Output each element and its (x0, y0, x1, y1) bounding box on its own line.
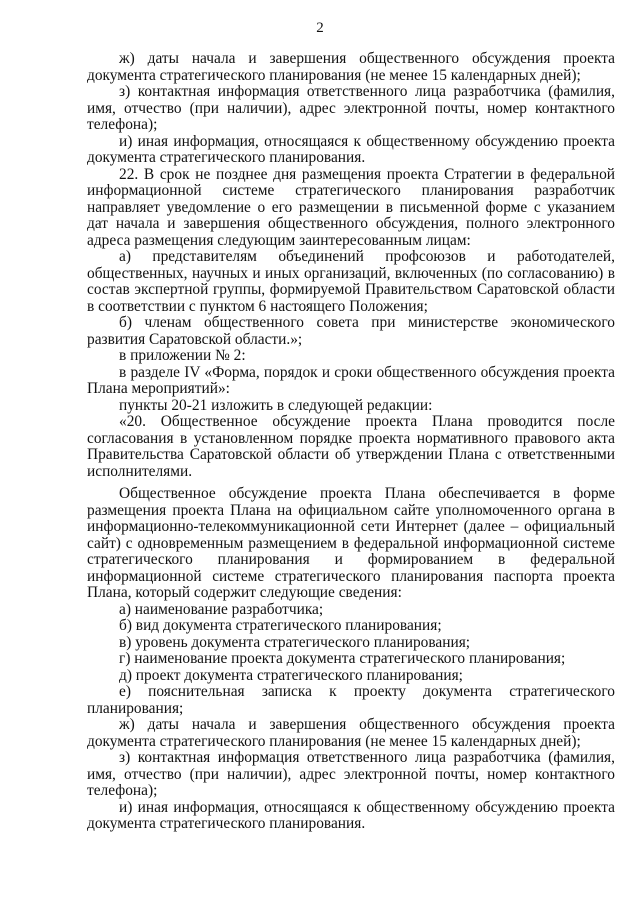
list-item-i: и) иная информация, относящаяся к общественному обсуждению проекта документа стратегического планирования. (87, 798, 615, 832)
paragraph-20-discussion: «20. Общественное обсуждение проекта Плана проводится после согласования в установленном порядке проекта нормативного правового акта Правительства Саратовской области об утверждении Плана с ответственными исполнителями. (87, 413, 615, 480)
paragraph-appendix-2: в приложении № 2: (119, 347, 246, 364)
paragraph-i-other-info: и) иная информация, относящаяся к общественному обсуждению проекта документа стратегического планирования. (87, 132, 615, 166)
paragraph-points-20-21: пункты 20-21 изложить в следующей редакции: (119, 396, 433, 414)
page-number: 2 (316, 20, 324, 36)
list-item-d: д) проект документа стратегического планирования; (119, 666, 463, 684)
paragraph-placement: Общественное обсуждение проекта Плана обеспечивается в форме размещения проекта Плана на официальном сайте уполномоченного органа в информационно-телекоммуникационной сети Интернет (далее – официальный сайт) с одновременным размещением в федеральной информационной системе стратегического планирования и формированием в федеральной информационной системе стратегического планирования паспорта проекта Плана, который содержит следующие сведения: (87, 485, 615, 601)
list-item-e: е) пояснительная записка к проекту документа стратегического планирования; (87, 683, 615, 717)
paragraph-section-iv: в разделе IV «Форма, порядок и сроки общественного обсуждения проекта Плана мероприятий»: (87, 363, 615, 397)
paragraph-zh-dates: ж) даты начала и завершения общественного обсуждения проекта документа стратегического планирования (не менее 15 календарных дней); (87, 50, 615, 84)
list-item-a: а) наименование разработчика; (119, 600, 324, 618)
list-item-g: г) наименование проекта документа стратегического планирования; (119, 650, 566, 667)
list-item-v: в) уровень документа стратегического планирования; (119, 633, 471, 651)
paragraph-b-council: б) членам общественного совета при министерстве экономического развития Саратовской области.»; (87, 314, 615, 348)
paragraph-a-representatives: а) представителям объединений профсоюзов и работодателей, общественных, научных и иных организаций, включенных (по согласованию) в состав экспертной группы, формируемой Правительством Саратовской области в соответствии с пунктом 6 настоящего Положения; (87, 248, 615, 315)
list-item-zh: ж) даты начала и завершения общественного обсуждения проекта документа стратегического планирования (не менее 15 календарных дней); (87, 716, 615, 750)
list-item-z: з) контактная информация ответственного лица разработчика (фамилия, имя, отчество (при наличии), адрес электронной почты, номер контактного телефона); (87, 749, 615, 799)
paragraph-z-contact: з) контактная информация ответственного лица разработчика (фамилия, имя, отчество (при наличии), адрес электронной почты, номер контактного телефона); (87, 83, 615, 133)
paragraph-22-notification: 22. В срок не позднее дня размещения проекта Стратегии в федеральной информационной системе стратегического планирования разработчик направляет уведомление о его размещении в письменной форме с указанием дат начала и завершения общественного обсуждения, полного электронного адреса размещения следующим заинтересованным лицам: (87, 165, 615, 249)
list-item-b: б) вид документа стратегического планирования; (119, 617, 442, 634)
document-body (87, 51, 615, 833)
